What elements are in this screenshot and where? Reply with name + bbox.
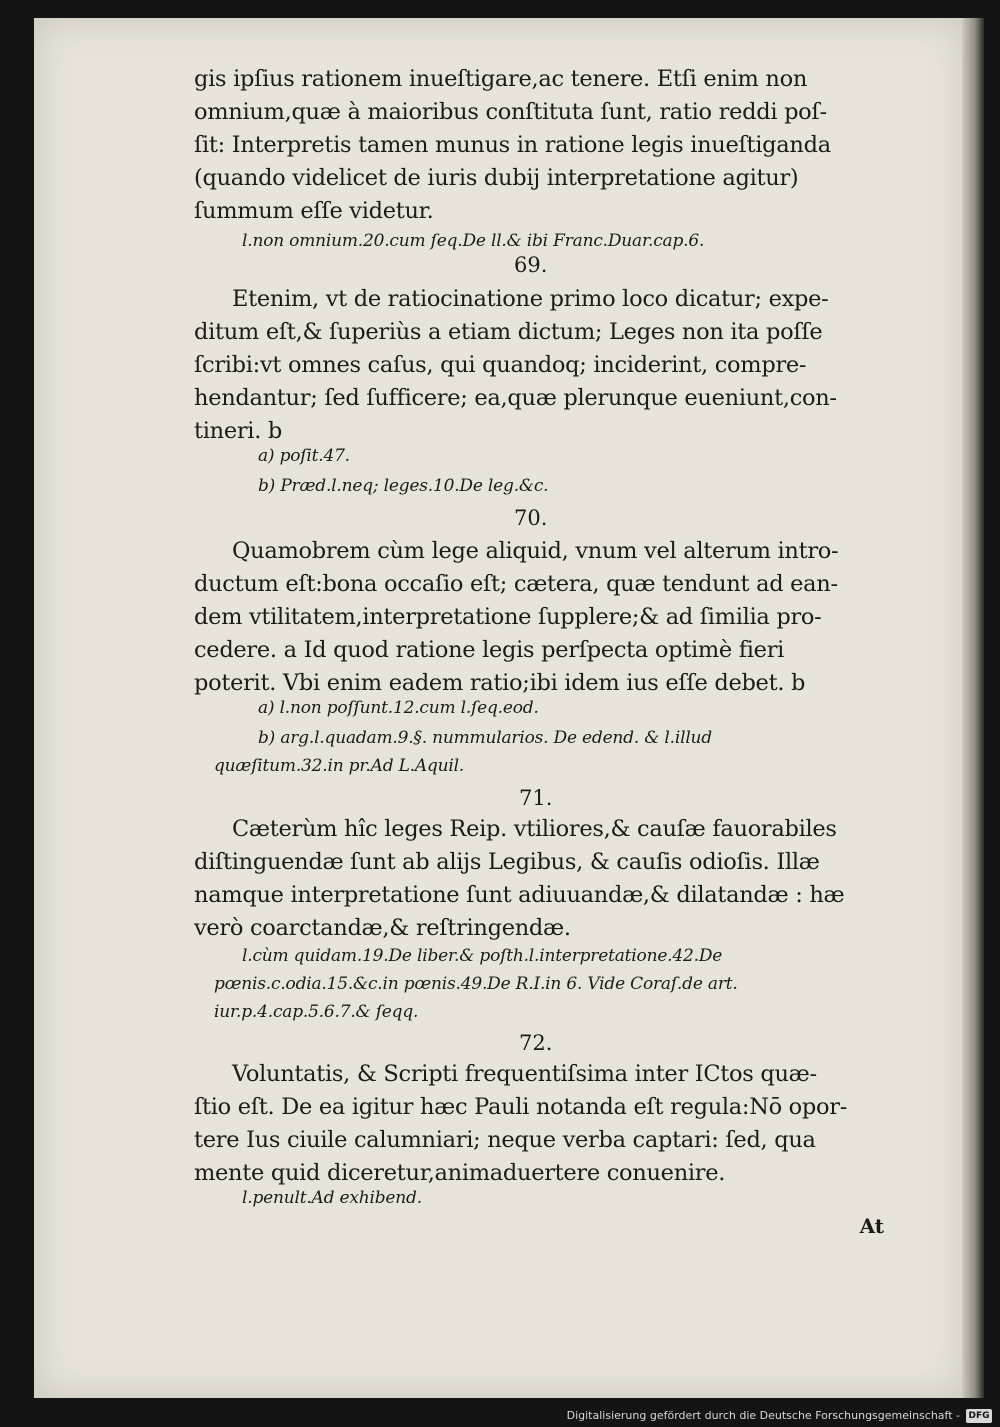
text-line: namque interpretatione ſunt adiuuandæ,& dilatandæ : hæ xyxy=(194,882,845,908)
footnote: b) Præd.l.neq; leges.10.De leg.&c. xyxy=(258,476,549,496)
text-line: ſit: Interpretis tamen munus in ratione legis inueſtiganda xyxy=(194,132,831,158)
text-line: (quando videlicet de iuris dubij interpretatione agitur) xyxy=(194,165,799,191)
section-number: 72. xyxy=(519,1031,553,1055)
text-line: tere Ius ciuile calumniari; neque verba captari: ſed, qua xyxy=(194,1127,816,1153)
citation: l.penult.Ad exhibend. xyxy=(242,1188,422,1208)
text-line: verò coarctandæ,& reſtringendæ. xyxy=(194,915,571,941)
page-edge xyxy=(962,18,984,1398)
funding-notice: Digitalisierung gefördert durch die Deutsche Forschungsgemeinschaft - xyxy=(566,1409,960,1422)
section-number: 69. xyxy=(514,253,548,277)
section-number: 71. xyxy=(519,786,553,810)
text-line: ſtio eſt. De ea igitur hæc Pauli notanda eſt regula:Nō opor- xyxy=(194,1094,848,1120)
footnote: quæſitum.32.in pr.Ad L.Aquil. xyxy=(214,756,465,776)
citation: l.cùm quidam.19.De liber.& poſth.l.interpretatione.42.De xyxy=(242,946,723,966)
text-line: Voluntatis, & Scripti frequentiſsima inter ICtos quæ- xyxy=(232,1061,817,1087)
text-line: ductum eſt:bona occaſio eſt; cætera, quæ tendunt ad ean- xyxy=(194,571,838,597)
text-line: ſummum eſſe videtur. xyxy=(194,198,434,224)
text-line: tineri. b xyxy=(194,418,283,444)
text-line: dem vtilitatem,interpretatione ſupplere;& ad ſimilia pro- xyxy=(194,604,822,630)
footer-bar xyxy=(0,1406,1000,1427)
text-line: poterit. Vbi enim eadem ratio;ibi idem ius eſſe debet. b xyxy=(194,670,806,696)
citation: iur.p.4.cap.5.6.7.& ſeqq. xyxy=(214,1002,419,1022)
text-line: Quamobrem cùm lege aliquid, vnum vel alterum intro- xyxy=(232,538,839,564)
footnote: a) poſit.47. xyxy=(258,446,350,466)
dfg-logo-icon: DFG xyxy=(966,1409,992,1423)
footnote: a) l.non poſſunt.12.cum l.ſeq.eod. xyxy=(258,698,539,718)
section-number: 70. xyxy=(514,506,548,530)
text-line: ſcribi:vt omnes caſus, qui quandoq; inciderint, compre- xyxy=(194,352,807,378)
text-line: diſtinguendæ ſunt ab alijs Legibus, & cauſis odioſis. Illæ xyxy=(194,849,820,875)
citation: pœnis.c.odia.15.&c.in pœnis.49.De R.I.in 6. Vide Coraſ.de art. xyxy=(214,974,738,994)
text-line: Cæterùm hîc leges Reip. vtiliores,& cauſæ fauorabiles xyxy=(232,816,837,842)
catchword: At xyxy=(859,1214,884,1238)
footnote: b) arg.l.quadam.9.§. nummularios. De edend. & l.illud xyxy=(258,728,712,748)
text-line: gis ipſius rationem inueſtigare,ac tenere. Etſi enim non xyxy=(194,66,808,92)
text-line: mente quid diceretur,animaduertere conuenire. xyxy=(194,1160,726,1186)
text-line: hendantur; ſed ſufficere; ea,quæ plerunque eueniunt,con- xyxy=(194,385,837,411)
text-line: omnium,quæ à maioribus conſtituta ſunt, ratio reddi poſ- xyxy=(194,99,827,125)
text-line: Etenim, vt de ratiocinatione primo loco dicatur; expe- xyxy=(232,286,829,312)
citation: l.non omnium.20.cum ſeq.De ll.& ibi Franc.Duar.cap.6. xyxy=(242,231,705,251)
text-line: ditum eſt,& ſuperiùs a etiam dictum; Leges non ita poſſe xyxy=(194,319,823,345)
text-line: cedere. a Id quod ratione legis perſpecta optimè fieri xyxy=(194,637,785,663)
